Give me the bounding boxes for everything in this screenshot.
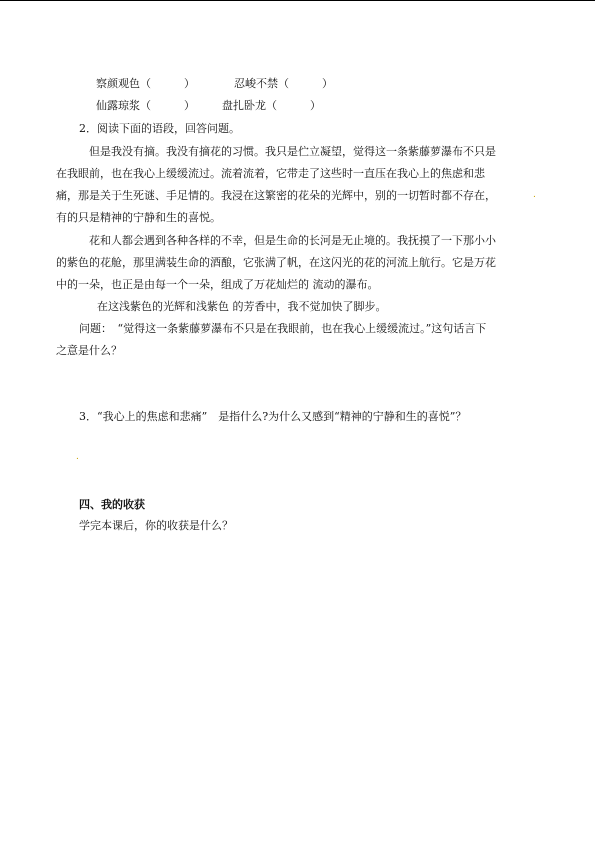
question-2-heading: 2．阅读下面的语段，回答问题。	[79, 122, 240, 135]
passage-line: 的紫色的花舱，那里满装生命的酒酿，它张满了帆，在这闪光的花的河流上航行。它是万花	[56, 256, 496, 269]
section-4-title: 四、我的收获	[79, 498, 145, 511]
question-3-text: 3．“我心上的焦虑和悲痛” 是指什么?为什么又感到“精神的宁静和生的喜悦”？	[79, 410, 467, 423]
section-4-prompt: 学完本课后，你的收获是什么？	[79, 519, 233, 532]
stray-mark: .	[533, 190, 536, 200]
passage-line: 中的一朵，也正是由每一个一朵，组成了万花灿烂的 流动的瀑布。	[56, 278, 379, 291]
passage-line: 在这浅紫色的光辉和浅紫色 的芳香中，我不觉加快了脚步。	[97, 300, 387, 313]
passage-line: 但是我没有摘。我没有摘花的习惯。我只是伫立凝望，觉得这一条紫藤萝瀑布不只是	[89, 145, 496, 158]
passage-line: 花和人都会遇到各种各样的不幸，但是生命的长河是无止境的。我抚摸了一下那小小	[89, 234, 496, 247]
question-2-prompt: 之意是什么？	[56, 344, 122, 357]
stray-mark: .	[76, 452, 79, 462]
passage-line: 痛，那是关于生死谜、手足情的。我浸在这繁密的花朵的光辉中，别的一切暂时都不存在，	[56, 189, 496, 202]
passage-line: 在我眼前，也在我心上缓缓流过。流着流着，它带走了这些时一直压在我心上的焦虑和悲	[56, 167, 485, 180]
vocab-item: 仙露琼浆（ ）	[96, 99, 195, 112]
passage-line: 有的只是精神的宁静和生的喜悦。	[56, 211, 221, 224]
vocab-item: 察颜观色（ ）	[96, 77, 195, 90]
question-2-prompt: 问题： “觉得这一条紫藤萝瀑布不只是在我眼前，也在我心上缓缓流过。”这句话言下	[79, 322, 487, 335]
vocab-item: 忍峻不禁（ ）	[234, 77, 333, 90]
top-border-line	[0, 0, 595, 1]
vocab-item: 盘扎卧龙（ ）	[222, 99, 321, 112]
